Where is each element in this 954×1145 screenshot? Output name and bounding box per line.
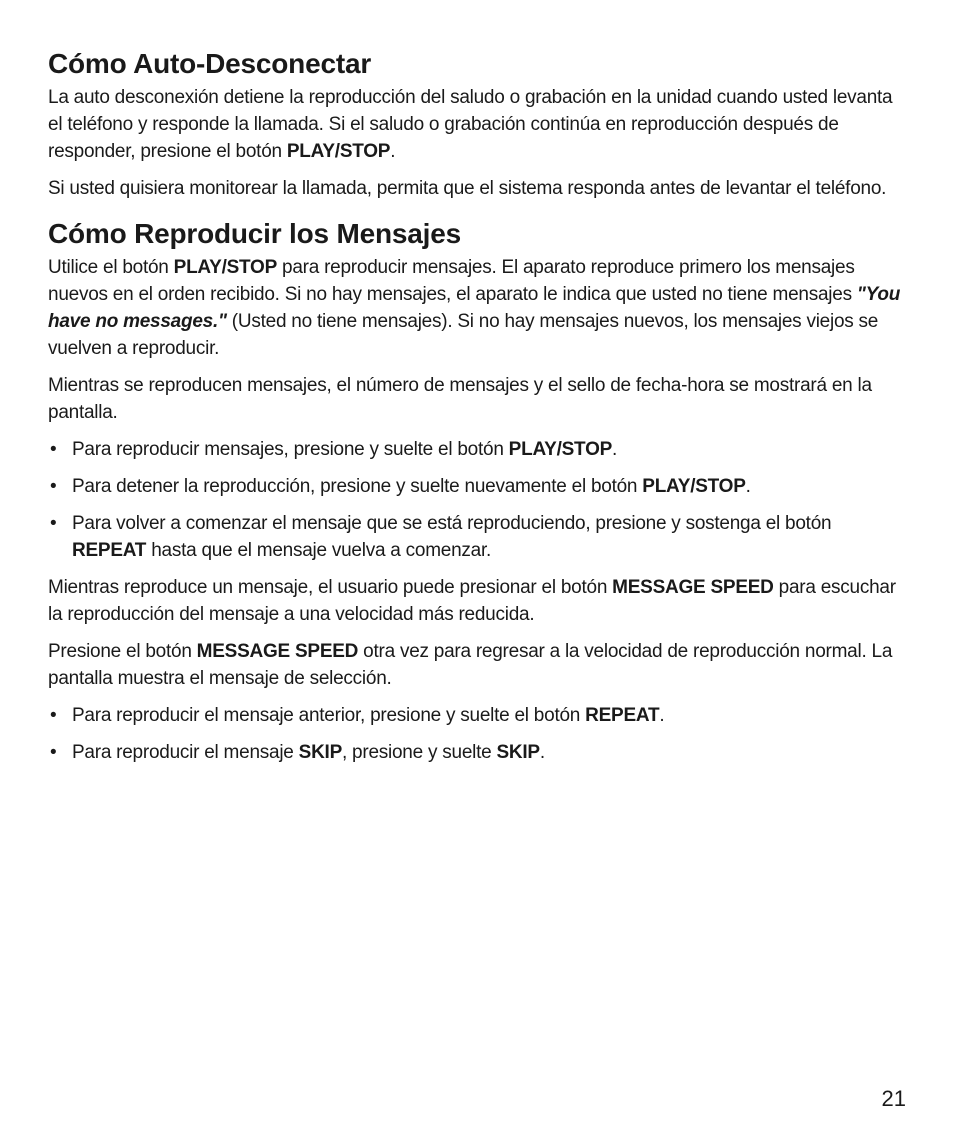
button-name: REPEAT — [585, 705, 660, 726]
heading-play-messages: Cómo Reproducir los Mensajes — [48, 218, 461, 249]
page-number: 21 — [881, 1086, 906, 1111]
paragraph-auto-disconnect-2: Si usted quisiera monitorear la llamada, permita que el sistema responda antes de levantar el teléfono. — [48, 178, 887, 199]
button-name: MESSAGE SPEED — [612, 577, 774, 598]
page-content — [48, 40, 908, 776]
bullet-list-playback — [48, 436, 908, 564]
button-name: PLAY/STOP — [286, 141, 391, 162]
bullet-list-repeat-skip — [48, 702, 908, 766]
paragraph-auto-disconnect-1: La auto desconexión detiene la reproducción del saludo o grabación en la unidad cuando usted levanta el teléfono y responde la llamada. Si el saludo o grabación continúa en reproducción después de responder, presione el botón PLAY/STOP. — [48, 87, 893, 162]
button-name: MESSAGE SPEED — [196, 641, 359, 662]
button-name: REPEAT — [72, 540, 147, 561]
heading-auto-disconnect: Cómo Auto-Desconectar — [48, 48, 372, 79]
paragraph-play-messages-1: Utilice el botón PLAY/STOP para reproducir mensajes. El aparato reproduce primero los mensajes nuevos en el orden recibido. Si no hay mensajes, el aparato le indica que usted no tiene mensajes "You have no messages." (Usted no tiene mensajes). Si no hay mensajes nuevos, los mensajes viejos se vuelven a reproducir. — [48, 257, 901, 359]
paragraph-message-speed-1: Mientras reproduce un mensaje, el usuario puede presionar el botón MESSAGE SPEED para escuchar la reproducción del mensaje a una velocidad más reducida. — [48, 577, 896, 625]
button-name: SKIP — [298, 742, 342, 763]
list-item: • Para detener la reproducción, presione y suelte nuevamente el botón PLAY/STOP. — [48, 473, 908, 500]
list-item: • Para reproducir el mensaje SKIP, presione y suelte SKIP. — [48, 739, 908, 766]
button-name: PLAY/STOP — [508, 439, 613, 460]
button-name: SKIP — [496, 742, 540, 763]
paragraph-play-messages-2: Mientras se reproducen mensajes, el número de mensajes y el sello de fecha-hora se mostrará en la pantalla. — [48, 375, 872, 423]
list-item: • Para reproducir mensajes, presione y suelte el botón PLAY/STOP. — [48, 436, 908, 463]
list-item: • Para volver a comenzar el mensaje que se está reproduciendo, presione y sostenga el botón REPEAT hasta que el mensaje vuelva a comenzar. — [48, 510, 908, 564]
list-item: • Para reproducir el mensaje anterior, presione y suelte el botón REPEAT. — [48, 702, 908, 729]
quoted-phrase: "You have no messages." — [48, 284, 901, 332]
paragraph-message-speed-2: Presione el botón MESSAGE SPEED otra vez para regresar a la velocidad de reproducción normal. La pantalla muestra el mensaje de selección. — [48, 641, 893, 689]
button-name: PLAY/STOP — [642, 476, 746, 497]
button-name: PLAY/STOP — [173, 257, 278, 278]
